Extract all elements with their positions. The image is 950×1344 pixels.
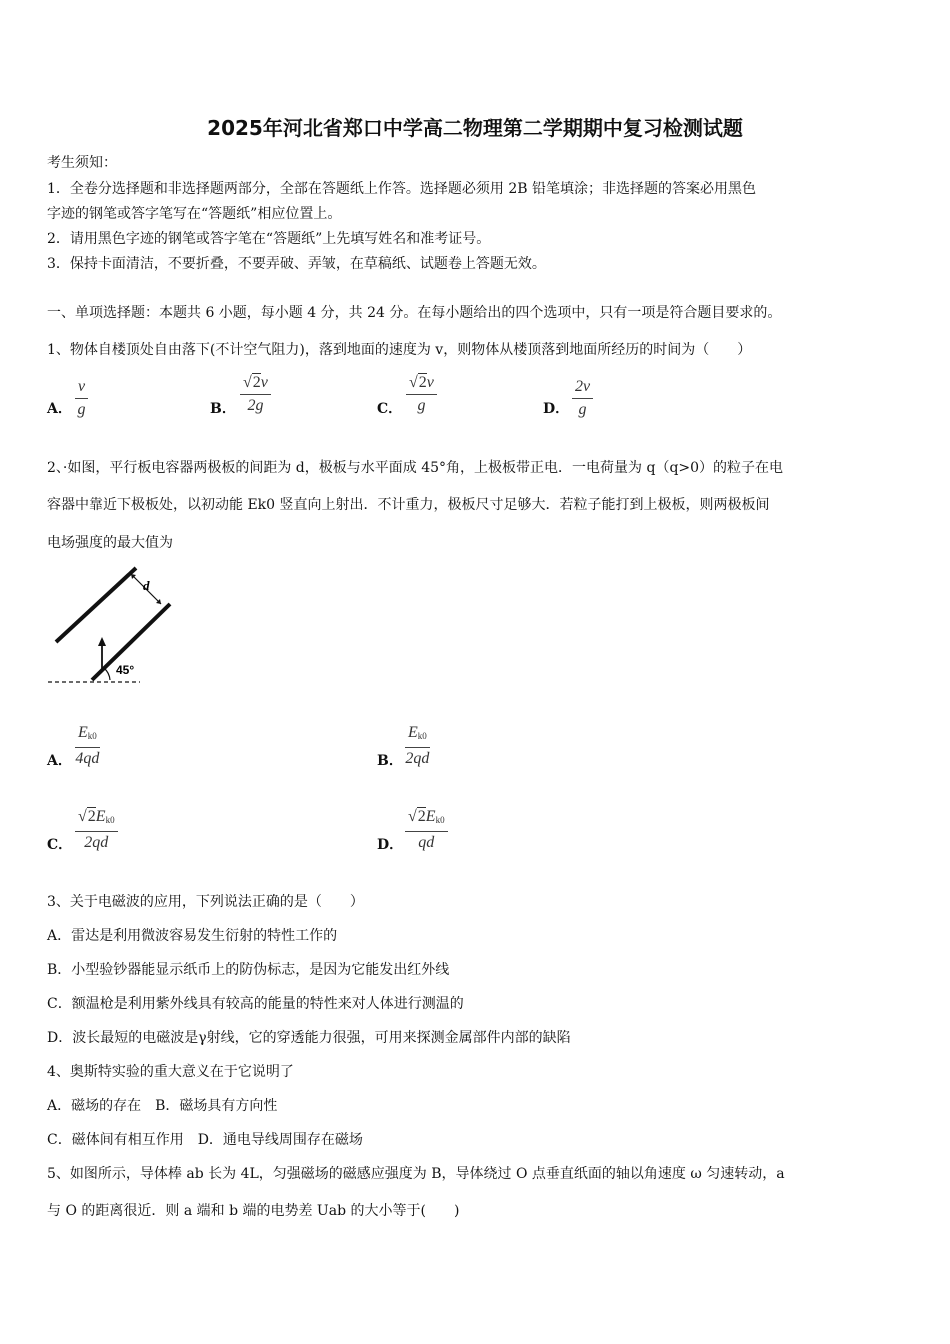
q3-option-d: D．波长最短的电磁波是γ射线，它的穿透能力很强，可用来探测金属部件内部的缺陷 [47,1030,571,1046]
q1-c-denominator: g [417,397,426,414]
q3-option-b: B．小型验钞器能显示纸币上的防伪标志，是因为它能发出红外线 [47,962,450,978]
q3-option-c: C．额温枪是利用紫外线具有较高的能量的特性来对人体进行测温的 [47,996,464,1012]
q2-option-b-formula [405,724,430,768]
question-5-line-2: 与 O 的距离很近．则 a 端和 b 端的电势差 Uab 的大小等于( ) [47,1203,460,1219]
angle-label: 45° [116,663,135,677]
question-2-line-2: 容器中靠近下极板处，以初动能 Ek0 竖直向上射出．不计重力，极板尺寸足够大．若粒子能打到上极板，则两极板间 [47,497,770,513]
notice-line-1a: 1．全卷分选择题和非选择题两部分，全部在答题纸上作答。选择题必须用 2B 铅笔填涂；非选择题的答案必用黑色 [47,181,756,197]
q2-d-E: E [425,808,436,825]
velocity-arrowhead [98,637,106,646]
notice-line-1b: 字迹的钢笔或答字笔写在“答题纸”相应位置上。 [47,206,342,222]
q1-b-radicand: 2 [252,374,261,391]
q2-c-denominator: 2qd [84,834,109,851]
q1-d-denominator: g [578,401,587,418]
q2-option-c-label: C． [47,837,73,853]
capacitor-diagram [44,558,176,688]
question-3-stem: 3、关于电磁波的应用，下列说法正确的是（ ） [47,894,364,910]
q2-option-c-formula: $\frac{√2E_{k0}}{2qd}$ [75,808,118,852]
q2-b-E: E [408,724,418,741]
q1-a-denominator: g [77,401,86,418]
q2-option-b-label: B． [377,753,403,769]
distance-label: d [143,578,150,593]
upper-plate [56,568,136,642]
question-4-stem: 4、奥斯特实验的重大意义在于它说明了 [47,1064,294,1080]
q1-a-numerator: v [75,378,88,399]
q2-b-denominator: 2qd [405,750,430,767]
q2-option-d-label: D． [377,837,404,853]
q2-a-E-sub: k0 [87,731,97,741]
page-title: 2025年河北省郑口中学高二物理第二学期期中复习检测试题 [207,116,743,140]
q1-b-denominator: 2g [247,397,264,414]
q2-c-E: E [95,808,106,825]
q2-d-denominator: qd [418,834,435,851]
question-2-line-1: 2、·如图，平行板电容器两极板的间距为 d，极板与水平面成 45°角，上极板带正电．一电荷量为 q（q>0）的粒子在电 [47,460,784,476]
q1-option-a-label: A． [47,401,72,417]
q1-option-d-label: D． [543,401,570,417]
q4-options-ab: A．磁场的存在 B．磁场具有方向性 [47,1098,278,1114]
q2-c-radicand: 2 [87,808,96,825]
q2-a-denominator: 4qd [75,750,100,767]
q3-option-a: A．雷达是利用微波容易发生衍射的特性工作的 [47,928,338,944]
question-2-line-3: 电场强度的最大值为 [47,535,173,551]
q2-option-a-formula [75,724,100,768]
q1-option-c-formula: $\frac{√2v}{g}$ [406,374,437,415]
question-1-stem: 1、物体自楼顶处自由落下(不计空气阻力)，落到地面的速度为 v，则物体从楼顶落到地面所经历的时间为（ ） [47,342,752,358]
section-heading: 一、单项选择题：本题共 6 小题，每小题 4 分，共 24 分。在每小题给出的四个选项中，只有一项是符合题目要求的。 [47,305,782,321]
q2-c-E-sub: k0 [105,815,115,825]
q1-option-a-formula [75,378,88,419]
q2-a-E: E [78,724,88,741]
q4-options-cd: C．磁体间有相互作用 D．通电导线周围存在磁场 [47,1132,363,1148]
notice-heading: 考生须知： [47,155,117,171]
notice-line-3: 3．保持卡面清洁，不要折叠，不要弄破、弄皱，在草稿纸、试题卷上答题无效。 [47,256,546,272]
q1-c-numerator-tail: v [426,374,434,391]
q1-d-numerator: 2v [572,378,593,399]
q1-c-radicand: 2 [418,374,427,391]
q2-option-a-label: A． [47,753,72,769]
q2-d-radicand: 2 [417,808,426,825]
q1-option-c-label: C． [377,401,403,417]
notice-line-2: 2．请用黑色字迹的钢笔或答字笔在“答题纸”上先填写姓名和准考证号。 [47,231,491,247]
q1-b-numerator-tail: v [260,374,268,391]
q2-b-E-sub: k0 [417,731,427,741]
q2-d-E-sub: k0 [435,815,445,825]
q1-option-b-formula: $\frac{√2v}{2g}$ [240,374,271,415]
q1-option-b-label: B． [210,401,236,417]
q1-option-d-formula [572,378,593,419]
question-5-line-1: 5、如图所示，导体棒 ab 长为 4L，匀强磁场的磁感应强度为 B，导体绕过 O 点垂直纸面的轴以角速度 ω 匀速转动，a [47,1166,785,1182]
q2-option-d-formula: $\frac{√2E_{k0}}{qd}$ [405,808,448,852]
